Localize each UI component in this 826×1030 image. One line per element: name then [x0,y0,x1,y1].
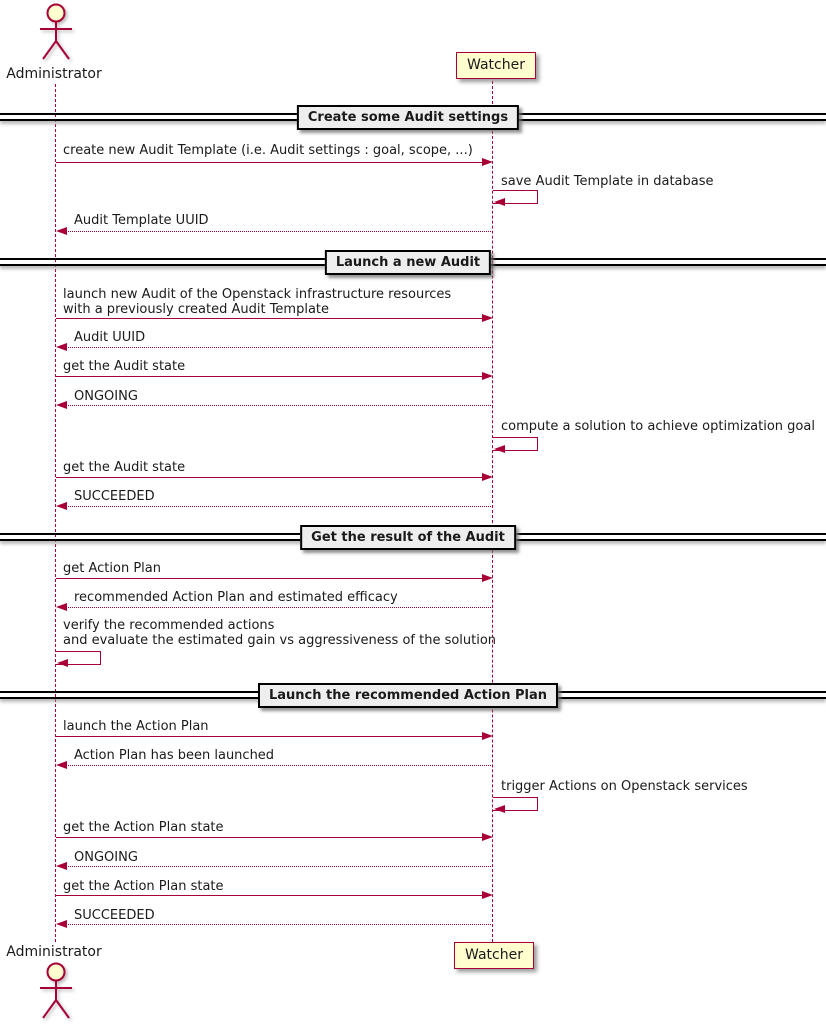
message-label: SUCCEEDED [74,489,155,504]
arrowhead-left-icon [56,227,67,235]
arrowhead-right-icon [482,314,493,322]
message-label: Audit UUID [74,330,146,345]
arrowhead-left-icon [57,659,68,667]
message-label: launch the Action Plan [63,719,209,734]
arrowhead-left-icon [494,198,505,206]
return-line [64,924,493,925]
message-label: get the Audit state [63,460,186,475]
arrowhead-right-icon [482,891,493,899]
divider-label: Launch a new Audit [325,250,491,275]
arrowhead-left-icon [56,920,67,928]
actor-administrator-label-bottom: Administrator [6,944,102,960]
arrow-line [56,895,487,896]
arrowhead-left-icon [56,862,67,870]
arrowhead-right-icon [482,574,493,582]
message-label: verify the recommended actions [63,618,275,633]
return-line [64,506,493,507]
message-label: and evaluate the estimated gain vs aggressiveness of the solution [63,633,497,648]
arrow-line [56,837,487,838]
arrowhead-right-icon [482,732,493,740]
divider-get-result-audit [0,525,826,551]
arrowhead-right-icon [482,473,493,481]
arrowhead-left-icon [56,401,67,409]
lifeline-administrator [55,84,56,942]
message-label: launch new Audit of the Openstack infrastructure resources [63,287,452,302]
return-line [64,405,493,406]
arrowhead-left-icon [56,761,67,769]
message-label: get the Action Plan state [63,879,224,894]
divider-label: Launch the recommended Action Plan [258,683,558,708]
actor-administrator-icon [34,2,78,63]
return-line [64,231,493,232]
arrowhead-left-icon [56,343,67,351]
participant-watcher-top: Watcher [456,52,536,79]
arrowhead-right-icon [482,158,493,166]
arrow-line [56,318,487,319]
message-label: get the Audit state [63,359,186,374]
arrowhead-right-icon [482,372,493,380]
message-label: Audit Template UUID [74,213,209,228]
divider-label: Get the result of the Audit [300,525,516,550]
lifeline-watcher [492,81,493,942]
message-label: save Audit Template in database [501,174,714,189]
message-label: ONGOING [74,850,138,865]
divider-create-audit-settings [0,105,826,131]
return-line [64,765,493,766]
divider-launch-action-plan [0,683,826,709]
arrowhead-left-icon [494,805,505,813]
divider-label: Create some Audit settings [297,105,519,130]
actor-administrator-label-top: Administrator [6,66,102,82]
arrowhead-left-icon [494,445,505,453]
return-line [64,347,493,348]
arrow-line [56,578,487,579]
arrowhead-left-icon [56,603,67,611]
participant-watcher-bottom: Watcher [454,942,534,969]
message-label: get Action Plan [63,561,161,576]
message-label: compute a solution to achieve optimization goal [501,419,815,434]
arrow-line [56,736,487,737]
divider-launch-new-audit [0,250,826,276]
return-line [64,866,493,867]
message-label: trigger Actions on Openstack services [501,779,748,794]
arrowhead-left-icon [56,502,67,510]
return-line [64,607,493,608]
arrow-line [56,376,487,377]
message-label: create new Audit Template (i.e. Audit settings : goal, scope, ...) [63,143,473,158]
message-label: Action Plan has been launched [74,748,275,763]
message-label: recommended Action Plan and estimated efficacy [74,590,398,605]
arrow-line [56,162,487,163]
message-label: with a previously created Audit Template [63,302,330,317]
arrow-line [56,477,487,478]
actor-administrator-icon [34,961,78,1022]
arrowhead-right-icon [482,833,493,841]
message-label: get the Action Plan state [63,820,224,835]
message-label: ONGOING [74,389,138,404]
message-label: SUCCEEDED [74,908,155,923]
